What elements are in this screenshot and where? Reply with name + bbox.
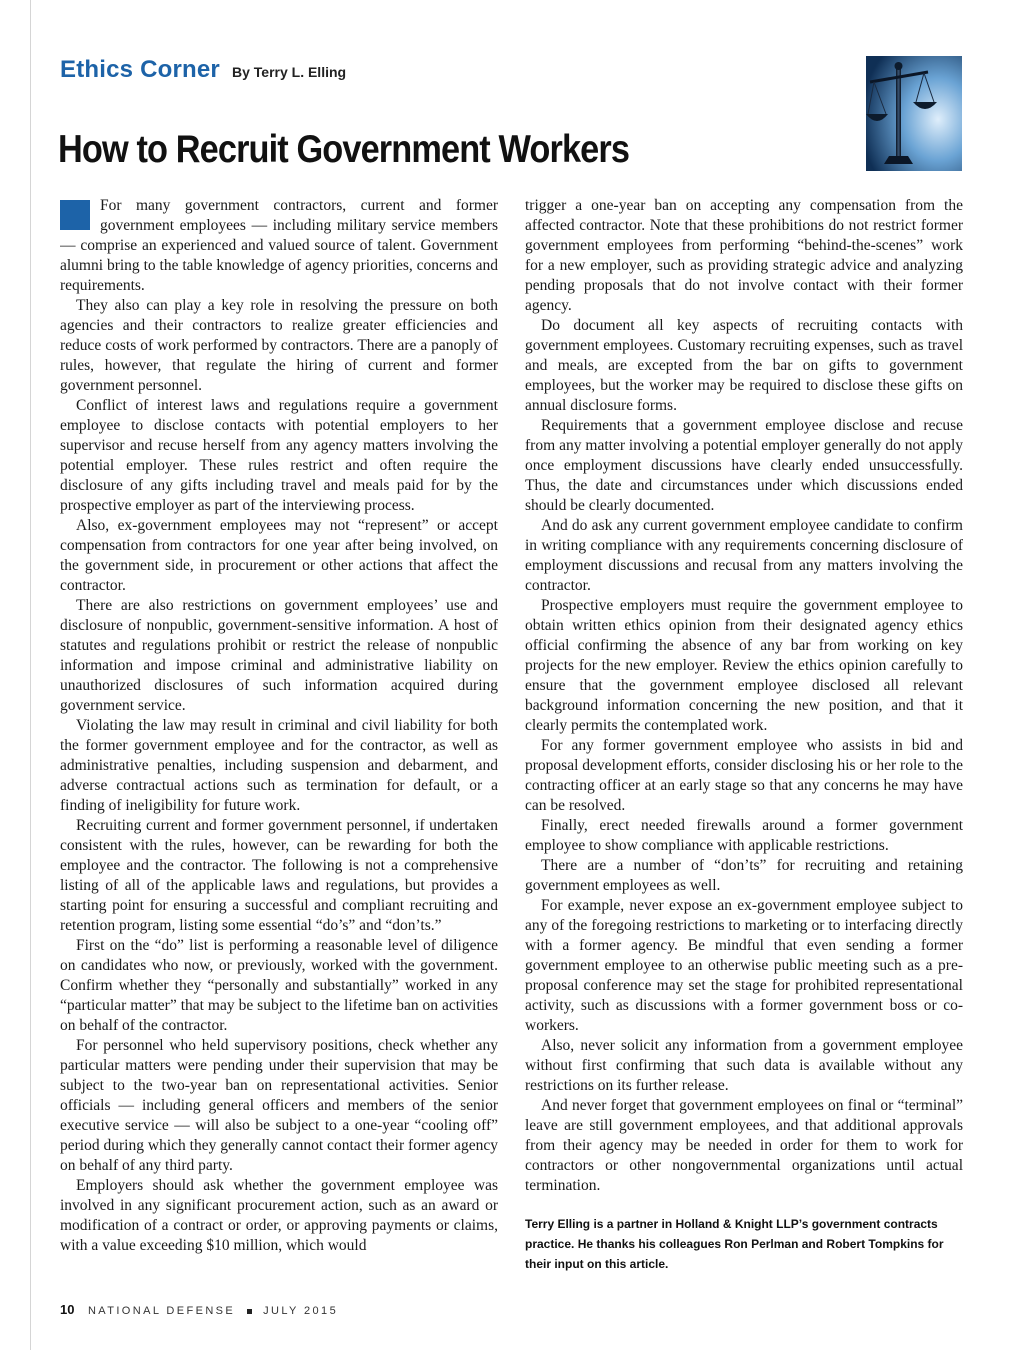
- paragraph: There are also restrictions on government employees’ use and disclosure of nonpublic, government-sensitive information. A host of statutes and regulations prohibit or restrict the release of nonpublic information and impose criminal and administrative liability on unauthorized disclosures of such information acquired during government service.: [60, 597, 498, 714]
- paragraph: Prospective employers must require the government employee to obtain written ethics opinion from their designated agency ethics official confirming the absence of any bar from working on key projects for the new employer. Review the ethics opinion carefully to ensure that the government employee disclosed all relevant background information concerning the new position, and that it clearly permits the contemplated work.: [525, 597, 963, 734]
- paragraph: And never forget that government employees on final or “terminal” leave are still government employees, and that additional approvals from their agency may be needed in order for them to work for contractors or other nongovernmental organizations until actual termination.: [525, 1097, 963, 1194]
- author-bio: Terry Elling is a partner in Holland & Knight LLP’s government contracts practice. He thanks his colleagues Ron Perlman and Robert Tompkins for their input on this article.: [525, 1217, 944, 1271]
- byline: By Terry L. Elling: [231, 64, 347, 80]
- article-column-right: [525, 196, 963, 1196]
- paragraph: Also, ex-government employees may not “represent” or accept compensation from contractors for one year after being involved, on the government side, in procurement or other actions that affect the contractor.: [60, 517, 498, 594]
- scales-of-justice-icon: [866, 56, 962, 171]
- article-headline: How to Recruit Government Workers: [58, 128, 630, 171]
- paragraph: trigger a one-year ban on accepting any compensation from the affected contractor. Note that these prohibitions do not restrict former government employees from performing “behind-the-scenes” work for a new employer, such as providing strategic advice and analyzing pending proposals that do not involve contact with their former agency.: [525, 197, 963, 314]
- paragraph: Recruiting current and former government personnel, if undertaken consistent with the rules, however, can be rewarding for both the employee and the contractor. The following is not a comprehensive listing of all of the applicable laws and regulations, but provides a starting point for ensuring a successful and compliant recruiting and retention program, listing some essential “do’s” and “don’ts.”: [60, 817, 498, 934]
- paragraph: There are a number of “don’ts” for recruiting and retaining government employees as well.: [525, 857, 963, 894]
- page-footer: [60, 1302, 338, 1317]
- article-column-left: [60, 196, 498, 1276]
- paragraph: They also can play a key role in resolving the pressure on both agencies and their contractors to realize greater efficiencies and reduce costs of work performed by contractors. There are a panoply of rules, however, that regulate the hiring of current and former government personnel.: [60, 297, 498, 394]
- paragraph: Finally, erect needed firewalls around a former government employee to show compliance with applicable restrictions.: [525, 817, 963, 854]
- section-header: [60, 56, 346, 84]
- issue-date: JULY 2015: [263, 1305, 339, 1317]
- footer-separator: [247, 1309, 252, 1314]
- paragraph: Violating the law may result in criminal and civil liability for both the former government employee and for the contractor, as well as administrative penalties, including suspension and debarment, and adverse contractual actions such as termination for default, or a finding of ineligibility for future work.: [60, 717, 498, 814]
- page-margin-rule: [30, 0, 31, 1350]
- section-title: Ethics Corner: [60, 56, 220, 83]
- paragraph: For example, never expose an ex-government employee subject to any of the foregoing restrictions to marketing or to interfacing directly with a former agency. Be mindful that even sending a former government employee to an otherwise public meeting such as a pre-proposal conference may set the stage for prohibited representational activity, such as discussions with a former government boss or co-workers.: [525, 897, 963, 1034]
- paragraph: Conflict of interest laws and regulations require a government employee to disclose contacts with potential employers to her supervisor and recuse herself from any agency matters involving the potential employer. These rules restrict and often require the disclosure of any gifts including travel and meals paid for by the prospective employer as part of the interviewing process.: [60, 397, 498, 514]
- paragraph: For many government contractors, current and former government employees — including military service members — comprise an experienced and valued source of talent. Government alumni bring to the table knowledge of agency priorities, concerns and requirements.: [60, 197, 498, 294]
- page-number: 10: [60, 1302, 75, 1317]
- paragraph: Do document all key aspects of recruiting contacts with government employees. Customary recruiting expenses, such as travel and meals, are excepted from the bar on gifts to government employees, but the worker may be required to disclose these gifts on annual disclosure forms.: [525, 317, 963, 414]
- paragraph: Employers should ask whether the government employee was involved in any significant procurement action, such as an award or modification of a contract or order, or approving payments or claims, with a value exceeding $10 million, which would: [60, 1177, 498, 1254]
- paragraph: Also, never solicit any information from a government employee without first confirming that such data is available without any restrictions on its further release.: [525, 1037, 963, 1094]
- paragraph: Requirements that a government employee disclose and recuse from any matter involving a potential employer generally do not apply once employment discussions have clearly ended unsuccessfully. Thus, the date and circumstances under which discussions ended should be clearly documented.: [525, 417, 963, 514]
- paragraph: First on the “do” list is performing a reasonable level of diligence on candidates who now, or previously, worked with the government. Confirm whether they “personally and substantially” worked in any “particular matter” that may be subject to the lifetime ban on activities on behalf of the contractor.: [60, 937, 498, 1034]
- paragraph: For personnel who held supervisory positions, check whether any particular matters were pending under their supervision that may be subject to the two-year ban on representational activities. Senior officials — including general officers and members of the senior executive service — will also be subject to a one-year “cooling off” period during which they generally cannot contact their former agency on behalf of any third party.: [60, 1037, 498, 1174]
- paragraph: And do ask any current government employee candidate to confirm in writing compliance with any requirements concerning disclosure of employment discussions and recusal from any matters involving the contractor.: [525, 517, 963, 594]
- paragraph: For any former government employee who assists in bid and proposal development efforts, consider disclosing his or her role to the contracting officer at an early stage so that any concerns he may have can be resolved.: [525, 737, 963, 814]
- drop-cap-square: [60, 200, 90, 230]
- publication-name: NATIONAL DEFENSE: [87, 1305, 236, 1317]
